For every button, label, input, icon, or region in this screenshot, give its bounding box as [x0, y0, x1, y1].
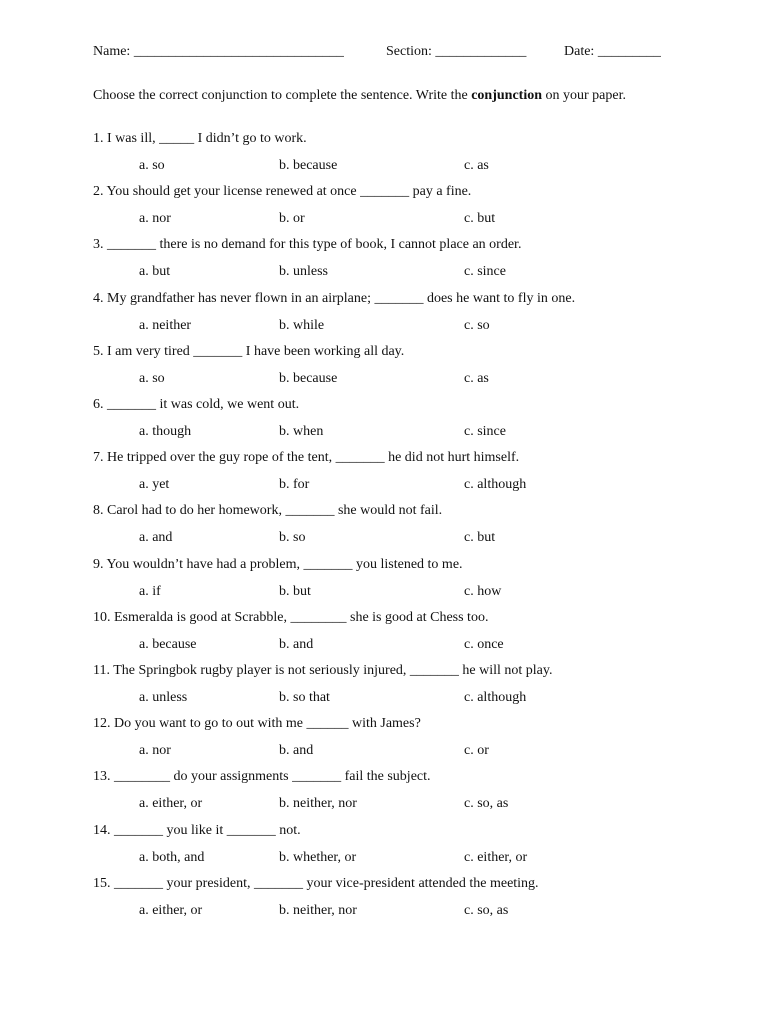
- instructions-text: Choose the correct conjunction to complete the sentence. Write the: [93, 88, 472, 103]
- question-14-options: [0, 849, 768, 867]
- option-a: a. neither: [139, 318, 192, 333]
- option-b: b. or: [279, 211, 305, 226]
- question-14: 14. _______ you like it _______ not.: [93, 823, 301, 838]
- option-c: c. so: [464, 318, 490, 333]
- question-9-options: [0, 583, 768, 601]
- question-5-options: [0, 370, 768, 388]
- question-5: 5. I am very tired _______ I have been working all day.: [93, 344, 405, 359]
- option-a: a. so: [139, 158, 165, 173]
- option-a: a. and: [139, 530, 173, 545]
- option-c: c. but: [464, 211, 496, 226]
- instructions-text-end: on your paper.: [542, 88, 626, 103]
- header-line: [93, 43, 693, 61]
- section-field: Section: _____________: [386, 44, 527, 59]
- question-13: 13. ________ do your assignments _______ fail the subject.: [93, 769, 431, 784]
- option-b: b. neither, nor: [279, 796, 357, 811]
- question-15: 15. _______ your president, _______ your vice-president attended the meeting.: [93, 876, 539, 891]
- question-11-options: [0, 689, 768, 707]
- question-2: 2. You should get your license renewed at once _______ pay a fine.: [93, 184, 472, 199]
- question-4: 4. My grandfather has never flown in an airplane; _______ does he want to fly in one.: [93, 291, 576, 306]
- option-c: c. as: [464, 158, 489, 173]
- option-c: c. once: [464, 637, 504, 652]
- question-6-options: [0, 423, 768, 441]
- question-7: 7. He tripped over the guy rope of the tent, _______ he did not hurt himself.: [93, 450, 520, 465]
- option-a: a. unless: [139, 690, 188, 705]
- instructions-bold: conjunction: [471, 88, 543, 103]
- question-3-options: [0, 263, 768, 281]
- question-4-options: [0, 317, 768, 335]
- option-b: b. neither, nor: [279, 903, 357, 918]
- option-c: c. since: [464, 424, 506, 439]
- option-c: c. but: [464, 530, 496, 545]
- question-3: 3. _______ there is no demand for this type of book, I cannot place an order.: [93, 237, 522, 252]
- option-a: a. both, and: [139, 850, 205, 865]
- question-6: 6. _______ it was cold, we went out.: [93, 397, 300, 412]
- option-c: c. or: [464, 743, 489, 758]
- question-13-options: [0, 795, 768, 813]
- option-c: c. although: [464, 477, 527, 492]
- option-c: c. so, as: [464, 903, 509, 918]
- option-b: b. so that: [279, 690, 330, 705]
- option-a: a. so: [139, 371, 165, 386]
- option-b: b. unless: [279, 264, 328, 279]
- question-12: 12. Do you want to go to out with me ______ with James?: [93, 716, 421, 731]
- option-c: c. although: [464, 690, 527, 705]
- option-a: a. though: [139, 424, 192, 439]
- name-field: Name: ______________________________: [93, 44, 344, 59]
- option-c: c. as: [464, 371, 489, 386]
- option-a: a. yet: [139, 477, 170, 492]
- option-c: c. how: [464, 584, 502, 599]
- option-c: c. so, as: [464, 796, 509, 811]
- option-a: a. if: [139, 584, 161, 599]
- option-b: b. and: [279, 743, 314, 758]
- question-10: 10. Esmeralda is good at Scrabble, ________ she is good at Chess too.: [93, 610, 489, 625]
- instructions: [93, 88, 653, 104]
- question-8-options: [0, 529, 768, 547]
- option-b: b. and: [279, 637, 314, 652]
- question-15-options: [0, 902, 768, 920]
- option-b: b. because: [279, 371, 338, 386]
- question-7-options: [0, 476, 768, 494]
- option-a: a. but: [139, 264, 171, 279]
- question-1-options: [0, 157, 768, 175]
- option-a: a. either, or: [139, 796, 203, 811]
- question-11: 11. The Springbok rugby player is not seriously injured, _______ he will not play.: [93, 663, 553, 678]
- question-2-options: [0, 210, 768, 228]
- question-1: 1. I was ill, _____ I didn’t go to work.: [93, 131, 307, 146]
- option-a: a. nor: [139, 211, 171, 226]
- option-b: b. for: [279, 477, 310, 492]
- option-c: c. since: [464, 264, 506, 279]
- option-b: b. so: [279, 530, 306, 545]
- option-b: b. because: [279, 158, 338, 173]
- option-a: a. either, or: [139, 903, 203, 918]
- option-c: c. either, or: [464, 850, 528, 865]
- option-a: a. because: [139, 637, 197, 652]
- question-12-options: [0, 742, 768, 760]
- date-field: Date: _________: [564, 44, 661, 59]
- question-8: 8. Carol had to do her homework, _______ she would not fail.: [93, 503, 443, 518]
- option-b: b. but: [279, 584, 311, 599]
- question-9: 9. You wouldn’t have had a problem, _______ you listened to me.: [93, 557, 463, 572]
- option-a: a. nor: [139, 743, 171, 758]
- option-b: b. while: [279, 318, 325, 333]
- question-10-options: [0, 636, 768, 654]
- option-b: b. whether, or: [279, 850, 357, 865]
- option-b: b. when: [279, 424, 324, 439]
